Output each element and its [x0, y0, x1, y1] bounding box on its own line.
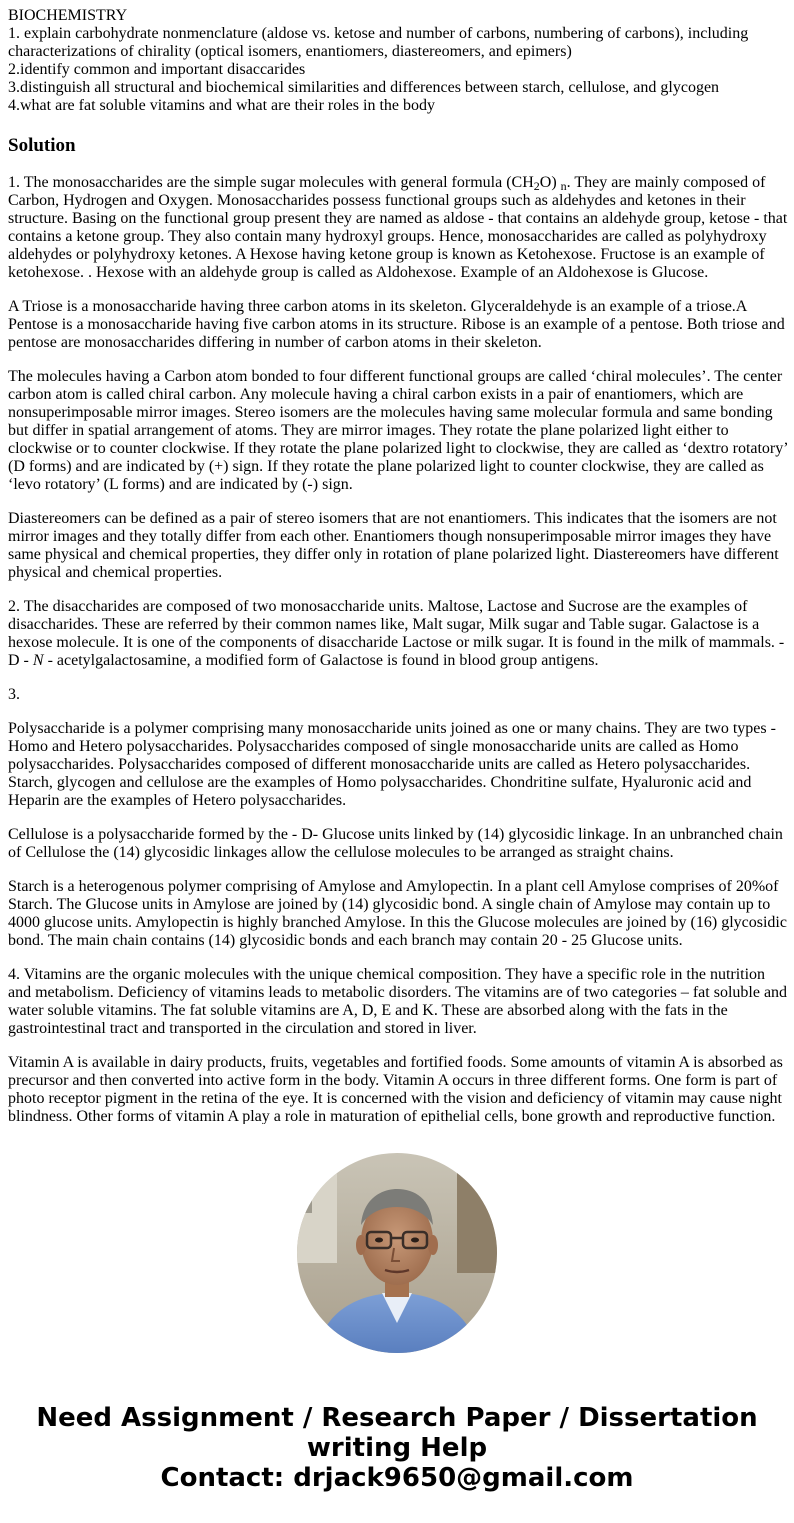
subject-heading: BIOCHEMISTRY	[8, 7, 128, 24]
question-item-1: 1. explain carbohydrate nonmenclature (aldose vs. ketose and number of carbons, numbering of carbons), including characterizations of chirality (optical isomers, enantiomers, diastereomers, and epimers)	[8, 25, 749, 60]
solution-paragraph-11: Vitamin A is available in dairy products, fruits, vegetables and fortified foods. Some amounts of vitamin A is absorbed as precursor and then converted into active form in the body. Vitamin A occurs in three different forms. One form is part of photo receptor pigment in the retina of the eye. It is concerned with the vision and deficiency of vitamin may cause night blindness. Other forms of vitamin A play a role in maturation of epithelial cells, bone growth and reproductive function.	[8, 1054, 783, 1124]
paragraph-text: 2. The disaccharides are composed of two monosaccharide units. Maltose, Lactose and Sucrose are the examples of disaccharides. These are referred by their common names like, Malt sugar, Milk sugar and Table sugar. Galactose is a hexose molecule. It is one of the components of disaccharide Lactose or milk sugar. It is found in the milk of mammals. - D -	[8, 598, 785, 669]
italic-n: N	[32, 652, 44, 669]
solution-paragraph-9: Starch is a heterogenous polymer comprising of Amylose and Amylopectin. In a plant cell Amylose comprises of 20%of Starch. The Glucose units in Amylose are joined by (14) glycosidic bond. A single chain of Amylose may contain up to 4000 glucose units. Amylopectin is highly branched Amylose. In this the Glucose molecules are joined by (16) glycosidic bond. The main chain contains (14) glycosidic bonds and each branch may contain 20 - 25 Glucose units.	[8, 878, 787, 949]
solution-paragraph-10: 4. Vitamins are the organic molecules with the unique chemical composition. They have a specific role in the nutrition and metabolism. Deficiency of vitamins leads to metabolic disorders. The vitamins are of two categories – fat soluble and water soluble vitamins. The fat soluble vitamins are A, D, E and K. These are absorbed along with the fats in the gastrointestinal tract and transported in the circulation and stored in liver.	[8, 966, 788, 1037]
formula-text: 1. The monosaccharides are the simple sugar molecules with general formula (CH	[8, 174, 534, 191]
solution-paragraph-8: Cellulose is a polysaccharide formed by the - D- Glucose units linked by (14) glycosidic linkage. In an unbranched chain of Cellulose the (14) glycosidic linkages allow the cellulose molecules to be arranged as straight chains.	[8, 826, 783, 861]
solution-body	[8, 174, 788, 1124]
solution-paragraph-5	[8, 598, 788, 670]
paragraph-text: . They are mainly composed of Carbon, Hydrogen and Oxygen. Monosaccharides possess functional groups such as aldehydes and ketones in their structure. Basing on the functional group present they are named as aldose - that contains an aldehyde group, ketose - that contains a ketone group. They also contain many hydroxyl groups. Hence, monosaccharides are called as polyhydroxy aldehydes or polyhydroxy ketones. A Hexose having ketone group is known as Ketohexose. Fructose is an example of ketohexose. . Hexose with an aldehyde group is called as Aldohexose. Example of an Aldohexose is Glucose.	[8, 174, 788, 281]
solution-paragraph-3: The molecules having a Carbon atom bonded to four different functional groups are called ‘chiral molecules’. The center carbon atom is called chiral carbon. Any molecule having a chiral carbon exists in a pair of enantiomers, which are nonsuperimposable mirror images. Stereo isomers are the molecules having same molecular formula and same bonding but differ in spatial arrangement of atoms. They are mirror images. They rotate the plane polarized light either to clockwise or to counter clockwise. If they rotate the plane polarized light to clockwise, they are called as ‘dextro rotatory’ (D forms) and are indicated by (+) sign. If they rotate the plane polarized light to counter clockwise, they are called as ‘levo rotatory’ (L forms) and are indicated by (-) sign.	[8, 368, 788, 493]
paragraph-text-end: - acetylgalactosamine, a modified form of Galactose is found in blood group antigens.	[47, 652, 599, 669]
solution-paragraph-2: A Triose is a monosaccharide having three carbon atoms in its skeleton. Glyceraldehyde is an example of a triose.A Pentose is a monosaccharide having five carbon atoms in its structure. Ribose is an example of a pentose. Both triose and pentose are monosaccharides differing in number of carbon atoms in their skeleton.	[8, 298, 785, 351]
avatar-portrait-icon	[297, 1153, 497, 1353]
formula-subscript-2: 2	[533, 179, 540, 193]
question-item-4: 4.what are fat soluble vitamins and what are their roles in the body	[8, 97, 435, 114]
solution-heading: Solution	[8, 135, 76, 156]
banner-line-2: writing Help	[306, 1433, 488, 1463]
solution-paragraph-6: 3.	[8, 686, 20, 703]
formula-subscript-n: n	[560, 179, 567, 193]
avatar	[297, 1153, 497, 1353]
solution-paragraph-7: Polysaccharide is a polymer comprising many monosaccharide units joined as one or many chains. They are two types - Homo and Hetero polysaccharides. Polysaccharides composed of single monosaccharide units are called as Homo polysaccharides. Polysaccharides composed of different monosaccharide units are called as Hetero polysaccharides. Starch, glycogen and cellulose are the examples of Homo polysaccharides. Chondritine sulfate, Hyaluronic acid and Heparin are the examples of Hetero polysaccharides.	[8, 720, 776, 809]
question-item-3: 3.distinguish all structural and biochemical similarities and differences between starch, cellulose, and glycogen	[8, 79, 720, 96]
solution-paragraph-4: Diastereomers can be defined as a pair of stereo isomers that are not enantiomers. This indicates that the isomers are not mirror images and they totally differ from each other. Enantiomers though nonsuperimposable mirror images they have same physical and chemical properties, they differ only in rotation of plane polarized light. Diastereomers have different physical and chemical properties.	[8, 510, 779, 581]
banner-line-1: Need Assignment / Research Paper / Dissertation	[36, 1403, 758, 1433]
help-banner	[0, 1403, 794, 1493]
question-item-2: 2.identify common and important disaccarides	[8, 61, 306, 78]
solution-paragraph-1	[8, 174, 788, 282]
formula-text-close: O)	[539, 174, 557, 191]
question-block	[8, 7, 788, 115]
banner-contact-line: Contact: drjack9650@gmail.com	[160, 1463, 634, 1493]
